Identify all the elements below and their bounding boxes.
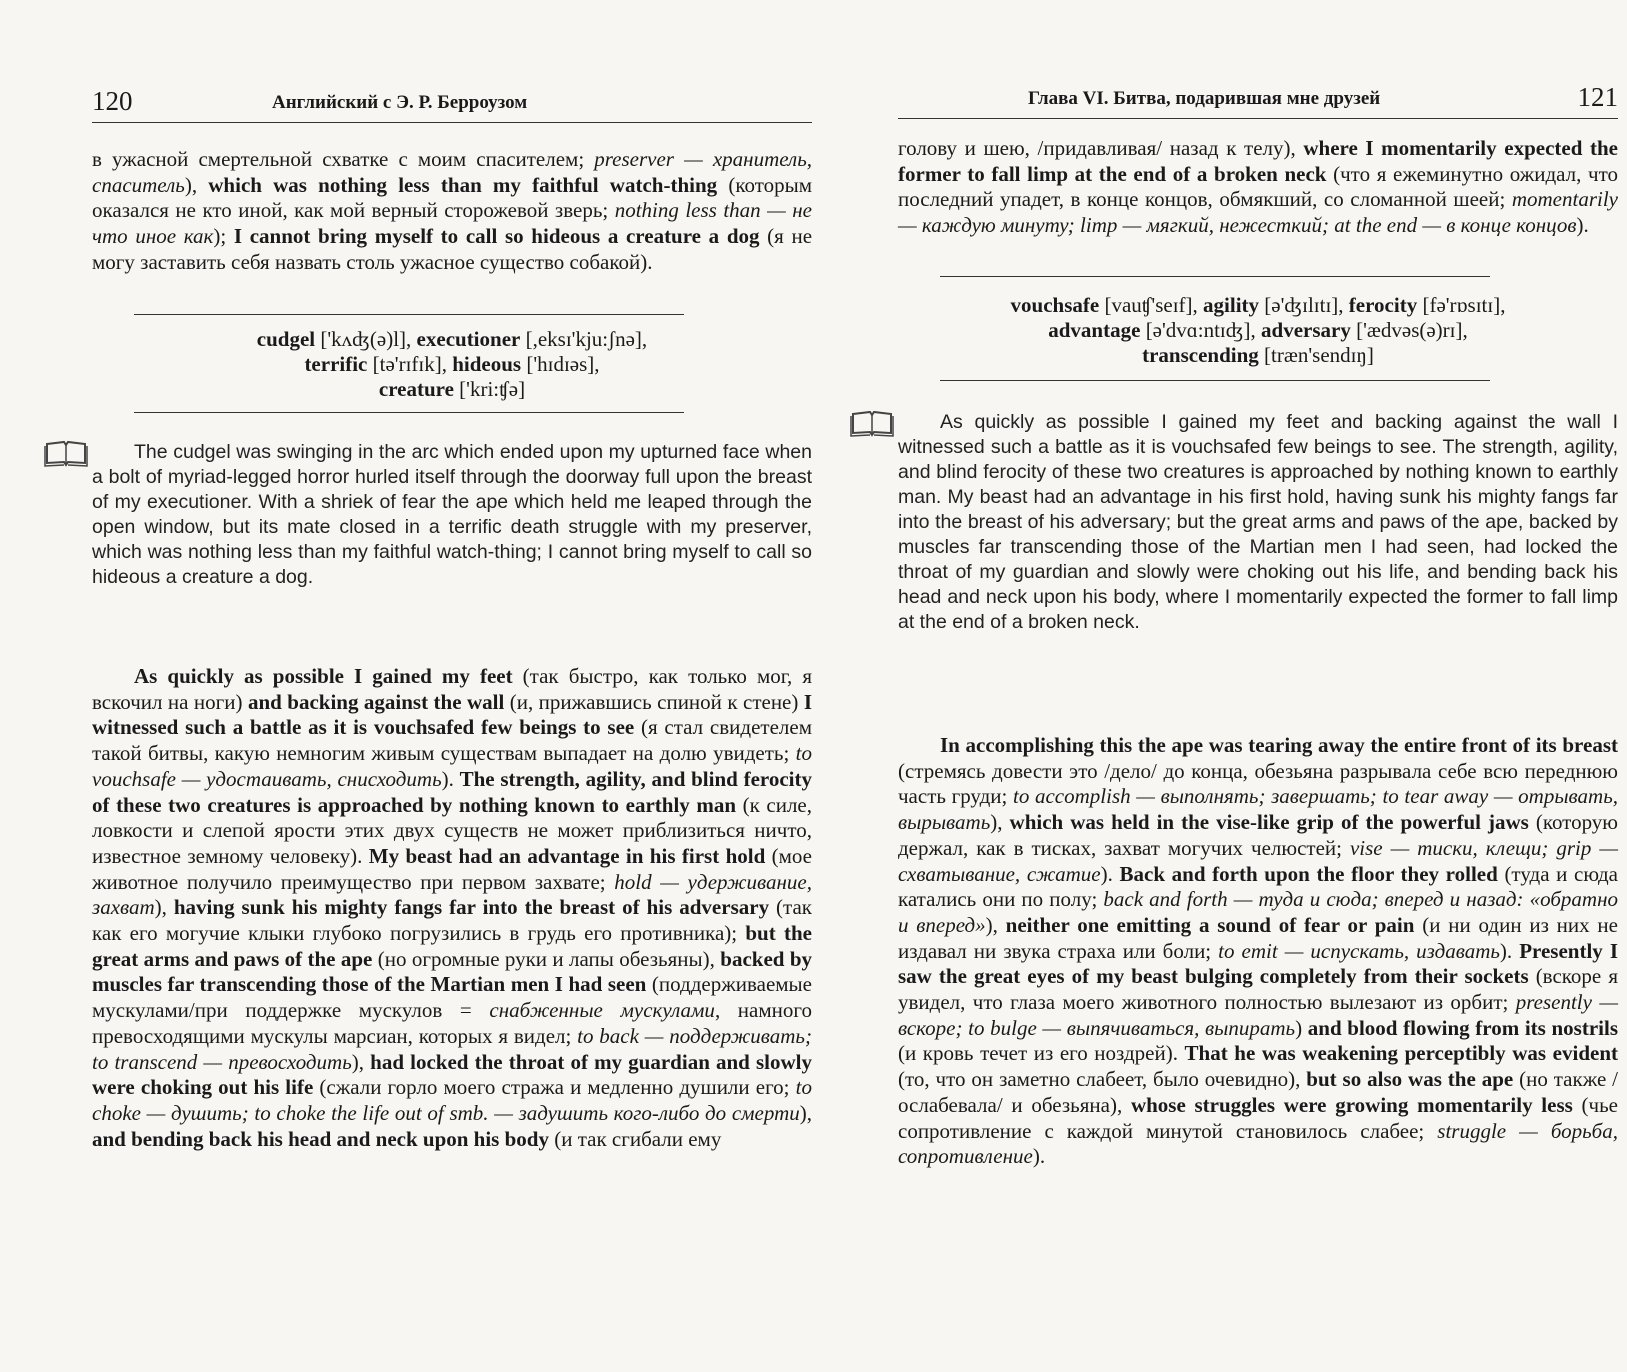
transcription: [,eksɪ'kju:ʃnə], — [520, 327, 648, 351]
transcription: ['hɪdɪəs], — [521, 352, 600, 376]
translation-text: голову и шею, /придавливая/ назад к телу), — [898, 136, 1304, 160]
vocab-word: adversary — [1261, 318, 1351, 342]
translation-text: (к силе, ловкости и слепой ярости этих двух существ не может приблизиться ничто, известное земному человеку). — [92, 792, 812, 868]
gloss-note: to emit — испускать, издавать — [1218, 938, 1500, 963]
vocab-word: vouchsafe — [1010, 293, 1100, 317]
english-phrase: I cannot bring myself to call so hideous a creature a dog — [233, 224, 760, 249]
gloss-note: presently — вскоре; to bulge — выпячиваться, выпирать — [898, 990, 1618, 1040]
vocab-word: transcending — [1142, 343, 1259, 367]
transcription: [træn'sendɪŋ] — [1258, 343, 1374, 367]
english-phrase: and bending back his head and neck upon his body — [92, 1126, 549, 1151]
vocab-line — [898, 318, 1618, 343]
english-phrase: but so also was the ape — [1306, 1067, 1514, 1092]
english-phrase: where I momentarily expected the former to fall limp at the end of a broken neck — [898, 136, 1618, 186]
left-vocab-block — [92, 327, 812, 402]
right-original-text: As quickly as possible I gained my feet and backing against the wall I witnessed such a battle as it is vouchsafed few beings to see. The strength, agility, and blind ferocity of these two creatures is approached by nothing known to earthly man. My beast had an advantage in his first hold, having sunk his mighty fangs far into the breast of his adversary; but the great arms and paws of the ape, backed by muscles far transcending those of the Martian men I had seen, had locked the throat of my guardian and slowly were choking out his life, and bending back his head and neck upon his body, where I momentarily expected the former to fall limp at the end of a broken neck. — [898, 411, 1618, 633]
translation-text: (что я ежеминутно ожидал, что последний упадет, в конце концов, обмякший, со сломанной шеей; — [898, 161, 1618, 212]
gloss-note: to back — поддерживать; to transcend — превосходить — [92, 1023, 812, 1074]
english-phrase: but the great arms and paws of the ape — [92, 921, 812, 971]
vocab-word: agility — [1203, 293, 1260, 317]
translation-text: ). — [1100, 861, 1120, 886]
left-original-text: The cudgel was swinging in the arc which ended upon my upturned face when a bolt of myriad-legged horror hurled itself through the doorway full upon the breast of my executioner. With a shriek of fear the ape which held me leaped through the open window, but its mate closed in a terrific death struggle with my preserver, which was nothing less than my faithful watch-thing; I cannot bring myself to call so hideous a creature a dog. — [92, 441, 812, 588]
right-page-number: 121 — [1577, 82, 1618, 112]
translation-text: (и так сгибали ему — [548, 1126, 722, 1151]
gloss-note: momentarily — каждую минуту; limp — мягкий, нежесткий; at the end — в конце концов — [898, 187, 1618, 238]
translation-text: ). — [1576, 213, 1589, 238]
vocab-word: cudgel — [256, 327, 316, 351]
translation-text: ), — [985, 912, 1006, 937]
left-bottom-paragraph — [92, 664, 812, 1152]
right-top-paragraph — [898, 136, 1618, 239]
english-phrase: I witnessed such a battle as it is vouchsafed few beings to see — [92, 689, 812, 740]
vocab-word: ferocity — [1348, 293, 1418, 317]
translation-text: (чье сопротивление с каждой минутой становилось слабее; — [898, 1092, 1619, 1143]
gloss-note: to vouchsafe — удостаивать, снисходить — [92, 741, 812, 791]
left-page-header — [92, 84, 812, 123]
english-phrase: Back and forth upon the floor they rolled — [1119, 861, 1498, 886]
translation-text: (но огромные руки и лапы обезьяны), — [372, 946, 721, 971]
vocab-line — [898, 293, 1618, 318]
left-top-paragraph — [92, 147, 812, 276]
english-phrase: and blood flowing from its nostrils — [1307, 1015, 1618, 1040]
translation-text: ), — [990, 810, 1010, 835]
translation-text: ). — [1032, 1144, 1046, 1169]
right-vocab-rule-top — [940, 276, 1490, 277]
vocab-word: creature — [378, 377, 454, 401]
gloss-note: to choke — душить; to choke the life out of smb. — задушить кого-либо до смерти — [92, 1075, 812, 1125]
gloss-note: struggle — борьба, сопротивление — [898, 1118, 1618, 1169]
vocab-word: advantage — [1048, 318, 1141, 342]
right-page-header — [898, 80, 1618, 119]
translation-text: ), — [351, 1049, 371, 1074]
right-bottom-paragraph — [898, 733, 1618, 1170]
translation-text: (я стал свидетелем такой битвы, какую немногим живым существам выпадает на долю увидеть; — [92, 715, 812, 766]
english-phrase: backed by muscles far transcending those of the Martian men I had seen — [92, 946, 812, 997]
translation-text: (сжали горло моего стража и медленно душили его; — [313, 1075, 796, 1100]
english-phrase: and backing against the wall — [247, 689, 505, 714]
english-phrase: My beast had an advantage in his first hold — [368, 843, 766, 868]
transcription: [ə'dvɑ:ntɪʤ], — [1140, 318, 1262, 342]
gloss-note: to accomplish — выполнять; завершать; to tear away — отрывать, вырывать — [898, 784, 1618, 835]
translation-text: (и ни один из них не издавал ни звука страха или боли; — [898, 912, 1618, 963]
left-original-block — [92, 440, 812, 590]
translation-text: (мое животное получило преимущество при первом захвате; — [92, 843, 813, 894]
transcription: ['kri:ʧə] — [453, 377, 526, 401]
gloss-note: preserver — хранитель, спаситель — [92, 147, 813, 197]
left-vocab-rule-top — [134, 314, 684, 315]
translation-text: (вскоре я увидел, что глаза моего животного полностью вылезают из орбит; — [898, 964, 1618, 1015]
right-vocab-block — [898, 293, 1618, 368]
vocab-word: executioner — [416, 327, 521, 351]
vocab-line — [898, 343, 1618, 368]
vocab-line — [92, 352, 812, 377]
english-phrase: neither one emitting a sound of fear or pain — [1005, 912, 1415, 937]
translation-text: ). — [441, 766, 460, 791]
right-vocab-rule-bottom — [940, 380, 1490, 381]
vocab-word: hideous — [452, 352, 522, 376]
translation-text: (я не могу заставить себя назвать столь ужасное существо собакой). — [92, 224, 813, 274]
translation-text: (и кровь течет из его ноздрей). — [898, 1041, 1185, 1066]
translation-text: (так быстро, как только мог, я вскочил на ноги) — [92, 664, 812, 714]
translation-text: в ужасной смертельной схватке с моим спасителем; — [92, 147, 595, 171]
transcription: [tə'rɪfɪk], — [367, 352, 453, 376]
english-phrase: which was held in the vise-like grip of the powerful jaws — [1009, 810, 1529, 835]
english-phrase: whose struggles were growing momentarily less — [1130, 1092, 1573, 1117]
right-running-title: Глава VI. Битва, подарившая мне друзей — [1028, 88, 1381, 109]
translation-text: (но также /ослабевала/ и обезьяна), — [898, 1067, 1619, 1117]
right-original-block — [898, 410, 1618, 635]
transcription: [vauʧ'seɪf], — [1099, 293, 1204, 317]
translation-text: (которым оказался не кто иной, как мой верный сторожевой зверь; — [92, 172, 812, 223]
left-running-title: Английский с Э. Р. Берроузом — [272, 92, 528, 113]
vocab-line — [92, 327, 812, 352]
translation-text: (туда и сюда катались они по полу; — [898, 861, 1618, 912]
english-phrase: Presently I saw the great eyes of my beast bulging completely from their sockets — [898, 938, 1618, 989]
open-book-icon — [850, 410, 894, 438]
gloss-note: nothing less than — не что иное как — [92, 198, 812, 249]
translation-text: ). — [1499, 938, 1520, 963]
translation-text: (стремясь довести это /дело/ до конца, обезьяна разрывала себе всю переднюю часть груди; — [898, 758, 1618, 809]
vocab-line — [92, 377, 812, 402]
english-phrase: had locked the throat of my guardian and slowly were choking out his life — [92, 1049, 812, 1100]
translation-text: , намного превосходящими мускулы марсиан, которых я видел; — [92, 998, 812, 1048]
english-phrase: As quickly as possible I gained my feet — [134, 664, 513, 688]
left-page-number: 120 — [92, 86, 133, 116]
translation-text: (и, прижавшись спиной к стене) — [504, 689, 804, 714]
open-book-icon — [44, 440, 88, 468]
transcription: [ə'ʤɪlɪtɪ], — [1259, 293, 1349, 317]
translation-text: (так как его могучие клыки глубоко погрузились в грудь его противника); — [92, 895, 813, 946]
translation-text: ), — [154, 895, 174, 920]
transcription: ['kʌʤ(ə)l], — [315, 327, 417, 351]
translation-text: (поддерживаемые мускулами/при поддержке мускулов = — [92, 972, 812, 1023]
translation-text: (которую держал, как в тисках, захват могучих челюстей; — [898, 810, 1618, 860]
gloss-note: back and forth — туда и сюда; вперед и назад: «обратно и вперед» — [898, 887, 1618, 937]
english-phrase: In accomplishing this the ape was tearing away the entire front of its breast — [940, 733, 1618, 757]
right-page — [898, 0, 1618, 1372]
left-vocab-rule-bottom — [134, 412, 684, 413]
translation-text: ), — [799, 1100, 812, 1125]
translation-text: ), — [184, 172, 209, 197]
translation-text: ); — [213, 224, 234, 249]
transcription: ['ædvəs(ə)rɪ], — [1350, 318, 1468, 342]
transcription: [fə'rɒsɪtɪ], — [1417, 293, 1506, 317]
english-phrase: The strength, agility, and blind ferocity of these two creatures is approached by nothing known to earthly man — [92, 766, 812, 817]
translation-text: (то, что он заметно слабеет, было очевидно), — [898, 1067, 1307, 1092]
translation-text: ) — [1295, 1015, 1308, 1040]
english-phrase: having sunk his mighty fangs far into the breast of his adversary — [173, 895, 770, 920]
gloss-note: hold — удерживание, захват — [92, 869, 812, 920]
english-phrase: which was nothing less than my faithful watch-thing — [208, 172, 718, 197]
vocab-word: terrific — [304, 352, 368, 376]
gloss-note: vise — тиски, клещи; grip — схватывание, сжатие — [898, 835, 1619, 886]
left-page — [92, 0, 812, 1372]
english-phrase: That he was weakening perceptibly was evident — [1184, 1041, 1618, 1066]
gloss-note: снабженные мускулами — [489, 998, 715, 1023]
